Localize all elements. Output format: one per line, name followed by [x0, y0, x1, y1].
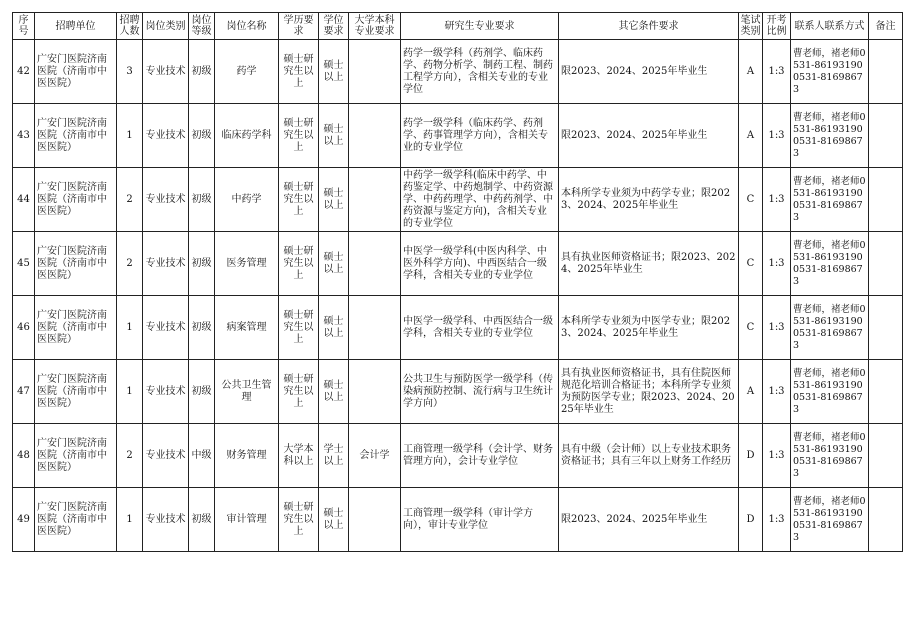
- cell-contact: 曹老师，褚老师0531-861931900531-81698673: [791, 168, 869, 232]
- cell-exam: A: [739, 360, 763, 424]
- header-ratio: 开考比例: [763, 13, 791, 40]
- cell-contact: 曹老师，褚老师0531-861931900531-81698673: [791, 360, 869, 424]
- header-post: 岗位名称: [215, 13, 279, 40]
- cell-education: 大学本科以上: [279, 424, 319, 488]
- header-grad: 研究生专业要求: [401, 13, 559, 40]
- cell-seq: 47: [13, 360, 35, 424]
- cell-category: 专业技术: [143, 488, 189, 552]
- cell-education: 硕士研究生以上: [279, 296, 319, 360]
- cell-category: 专业技术: [143, 104, 189, 168]
- cell-exam: C: [739, 168, 763, 232]
- cell-grad: 公共卫生与预防医学一级学科（传染病预防控制、流行病与卫生统计学方向）: [401, 360, 559, 424]
- cell-level: 初级: [189, 40, 215, 104]
- cell-undergrad: 会计学: [349, 424, 401, 488]
- cell-other: 本科所学专业须为中医学专业；限2023、2024、2025年毕业生: [559, 296, 739, 360]
- table-row: [13, 232, 903, 296]
- cell-education: 硕士研究生以上: [279, 488, 319, 552]
- cell-grad: 中药学一级学科(临床中药学、中药鉴定学、中药炮制学、中药资源学、中药药理学、中药药剂学、中药资源与鉴定方向)，含相关专业的专业学位: [401, 168, 559, 232]
- table-row: [13, 488, 903, 552]
- cell-ratio: 1:3: [763, 104, 791, 168]
- cell-education: 硕士研究生以上: [279, 40, 319, 104]
- cell-seq: 44: [13, 168, 35, 232]
- cell-other: 具有执业医师资格证书，具有住院医师规范化培训合格证书；本科所学专业须为预防医学专业；限2023、2024、2025年毕业生: [559, 360, 739, 424]
- cell-undergrad: [349, 40, 401, 104]
- cell-count: 2: [117, 424, 143, 488]
- header-unit: 招聘单位: [35, 13, 117, 40]
- cell-undergrad: [349, 232, 401, 296]
- cell-other: 限2023、2024、2025年毕业生: [559, 40, 739, 104]
- cell-post: 审计管理: [215, 488, 279, 552]
- cell-exam: D: [739, 488, 763, 552]
- cell-degree: 硕士以上: [319, 488, 349, 552]
- cell-category: 专业技术: [143, 360, 189, 424]
- cell-level: 初级: [189, 168, 215, 232]
- cell-grad: 药学一级学科（临床药学、药剂学、药事管理学方向），含相关专业的专业学位: [401, 104, 559, 168]
- cell-exam: A: [739, 104, 763, 168]
- header-category: 岗位类别: [143, 13, 189, 40]
- cell-count: 2: [117, 232, 143, 296]
- cell-post: 医务管理: [215, 232, 279, 296]
- cell-degree: 硕士以上: [319, 296, 349, 360]
- cell-degree: 硕士以上: [319, 104, 349, 168]
- header-seq: 序号: [13, 13, 35, 40]
- cell-degree: 硕士以上: [319, 360, 349, 424]
- cell-exam: D: [739, 424, 763, 488]
- table-body: [13, 40, 903, 552]
- cell-level: 初级: [189, 232, 215, 296]
- cell-grad: 工商管理一级学科（会计学、财务管理方向），会计专业学位: [401, 424, 559, 488]
- cell-education: 硕士研究生以上: [279, 360, 319, 424]
- cell-undergrad: [349, 104, 401, 168]
- cell-remark: [869, 360, 903, 424]
- cell-contact: 曹老师，褚老师0531-861931900531-81698673: [791, 488, 869, 552]
- header-level: 岗位等级: [189, 13, 215, 40]
- cell-remark: [869, 424, 903, 488]
- header-count: 招聘人数: [117, 13, 143, 40]
- cell-contact: 曹老师，褚老师0531-861931900531-81698673: [791, 40, 869, 104]
- cell-contact: 曹老师，褚老师0531-861931900531-81698673: [791, 104, 869, 168]
- cell-ratio: 1:3: [763, 40, 791, 104]
- cell-post: 公共卫生管理: [215, 360, 279, 424]
- cell-remark: [869, 488, 903, 552]
- table-row: [13, 296, 903, 360]
- cell-education: 硕士研究生以上: [279, 104, 319, 168]
- cell-undergrad: [349, 488, 401, 552]
- cell-degree: 学士以上: [319, 424, 349, 488]
- header-exam: 笔试类别: [739, 13, 763, 40]
- cell-undergrad: [349, 168, 401, 232]
- header-other: 其它条件要求: [559, 13, 739, 40]
- cell-unit: 广安门医院济南医院（济南市中医医院）: [35, 104, 117, 168]
- cell-grad: 药学一级学科（药剂学、临床药学、药物分析学、制药工程、制药工程学方向），含相关专业的专业学位: [401, 40, 559, 104]
- cell-unit: 广安门医院济南医院（济南市中医医院）: [35, 40, 117, 104]
- cell-count: 1: [117, 488, 143, 552]
- cell-post: 病案管理: [215, 296, 279, 360]
- cell-grad: 工商管理一级学科（审计学方向），审计专业学位: [401, 488, 559, 552]
- cell-education: 硕士研究生以上: [279, 232, 319, 296]
- table-row: [13, 40, 903, 104]
- cell-seq: 46: [13, 296, 35, 360]
- cell-post: 中药学: [215, 168, 279, 232]
- header-remark: 备注: [869, 13, 903, 40]
- table-row: [13, 360, 903, 424]
- cell-exam: C: [739, 296, 763, 360]
- cell-ratio: 1:3: [763, 296, 791, 360]
- cell-seq: 43: [13, 104, 35, 168]
- cell-grad: 中医学一级学科(中医内科学、中医外科学方向)、中西医结合一级学科，含相关专业的专业学位: [401, 232, 559, 296]
- table-row: [13, 104, 903, 168]
- cell-category: 专业技术: [143, 424, 189, 488]
- cell-degree: 硕士以上: [319, 168, 349, 232]
- cell-category: 专业技术: [143, 232, 189, 296]
- table-row: [13, 168, 903, 232]
- cell-education: 硕士研究生以上: [279, 168, 319, 232]
- cell-count: 1: [117, 296, 143, 360]
- cell-remark: [869, 104, 903, 168]
- cell-other: 具有执业医师资格证书；限2023、2024、2025年毕业生: [559, 232, 739, 296]
- cell-other: 本科所学专业须为中药学专业；限2023、2024、2025年毕业生: [559, 168, 739, 232]
- recruitment-table: [12, 12, 903, 552]
- cell-ratio: 1:3: [763, 232, 791, 296]
- cell-degree: 硕士以上: [319, 40, 349, 104]
- header-row: [13, 13, 903, 40]
- cell-other: 限2023、2024、2025年毕业生: [559, 104, 739, 168]
- cell-contact: 曹老师，褚老师0531-861931900531-81698673: [791, 424, 869, 488]
- header-education: 学历要求: [279, 13, 319, 40]
- cell-post: 临床药学科: [215, 104, 279, 168]
- header-degree: 学位要求: [319, 13, 349, 40]
- cell-remark: [869, 40, 903, 104]
- cell-level: 初级: [189, 296, 215, 360]
- cell-unit: 广安门医院济南医院（济南市中医医院）: [35, 424, 117, 488]
- cell-ratio: 1:3: [763, 360, 791, 424]
- cell-seq: 49: [13, 488, 35, 552]
- cell-seq: 42: [13, 40, 35, 104]
- cell-undergrad: [349, 360, 401, 424]
- cell-count: 1: [117, 104, 143, 168]
- cell-unit: 广安门医院济南医院（济南市中医医院）: [35, 168, 117, 232]
- cell-undergrad: [349, 296, 401, 360]
- cell-exam: C: [739, 232, 763, 296]
- cell-exam: A: [739, 40, 763, 104]
- cell-level: 初级: [189, 488, 215, 552]
- cell-post: 财务管理: [215, 424, 279, 488]
- cell-remark: [869, 296, 903, 360]
- cell-post: 药学: [215, 40, 279, 104]
- cell-count: 1: [117, 360, 143, 424]
- header-contact: 联系人联系方式: [791, 13, 869, 40]
- cell-unit: 广安门医院济南医院（济南市中医医院）: [35, 296, 117, 360]
- cell-unit: 广安门医院济南医院（济南市中医医院）: [35, 488, 117, 552]
- cell-grad: 中医学一级学科、中西医结合一级学科，含相关专业的专业学位: [401, 296, 559, 360]
- cell-level: 初级: [189, 360, 215, 424]
- cell-degree: 硕士以上: [319, 232, 349, 296]
- header-undergrad: 大学本科专业要求: [349, 13, 401, 40]
- cell-unit: 广安门医院济南医院（济南市中医医院）: [35, 360, 117, 424]
- cell-category: 专业技术: [143, 168, 189, 232]
- cell-level: 初级: [189, 104, 215, 168]
- cell-contact: 曹老师，褚老师0531-861931900531-81698673: [791, 296, 869, 360]
- cell-ratio: 1:3: [763, 488, 791, 552]
- cell-level: 中级: [189, 424, 215, 488]
- cell-seq: 45: [13, 232, 35, 296]
- cell-other: 限2023、2024、2025年毕业生: [559, 488, 739, 552]
- cell-category: 专业技术: [143, 296, 189, 360]
- cell-count: 2: [117, 168, 143, 232]
- table-row: [13, 424, 903, 488]
- cell-remark: [869, 168, 903, 232]
- cell-ratio: 1:3: [763, 424, 791, 488]
- cell-remark: [869, 232, 903, 296]
- cell-ratio: 1:3: [763, 168, 791, 232]
- cell-other: 具有中级（会计师）以上专业技术职务资格证书；具有三年以上财务工作经历: [559, 424, 739, 488]
- cell-unit: 广安门医院济南医院（济南市中医医院）: [35, 232, 117, 296]
- cell-seq: 48: [13, 424, 35, 488]
- cell-category: 专业技术: [143, 40, 189, 104]
- cell-contact: 曹老师，褚老师0531-861931900531-81698673: [791, 232, 869, 296]
- cell-count: 3: [117, 40, 143, 104]
